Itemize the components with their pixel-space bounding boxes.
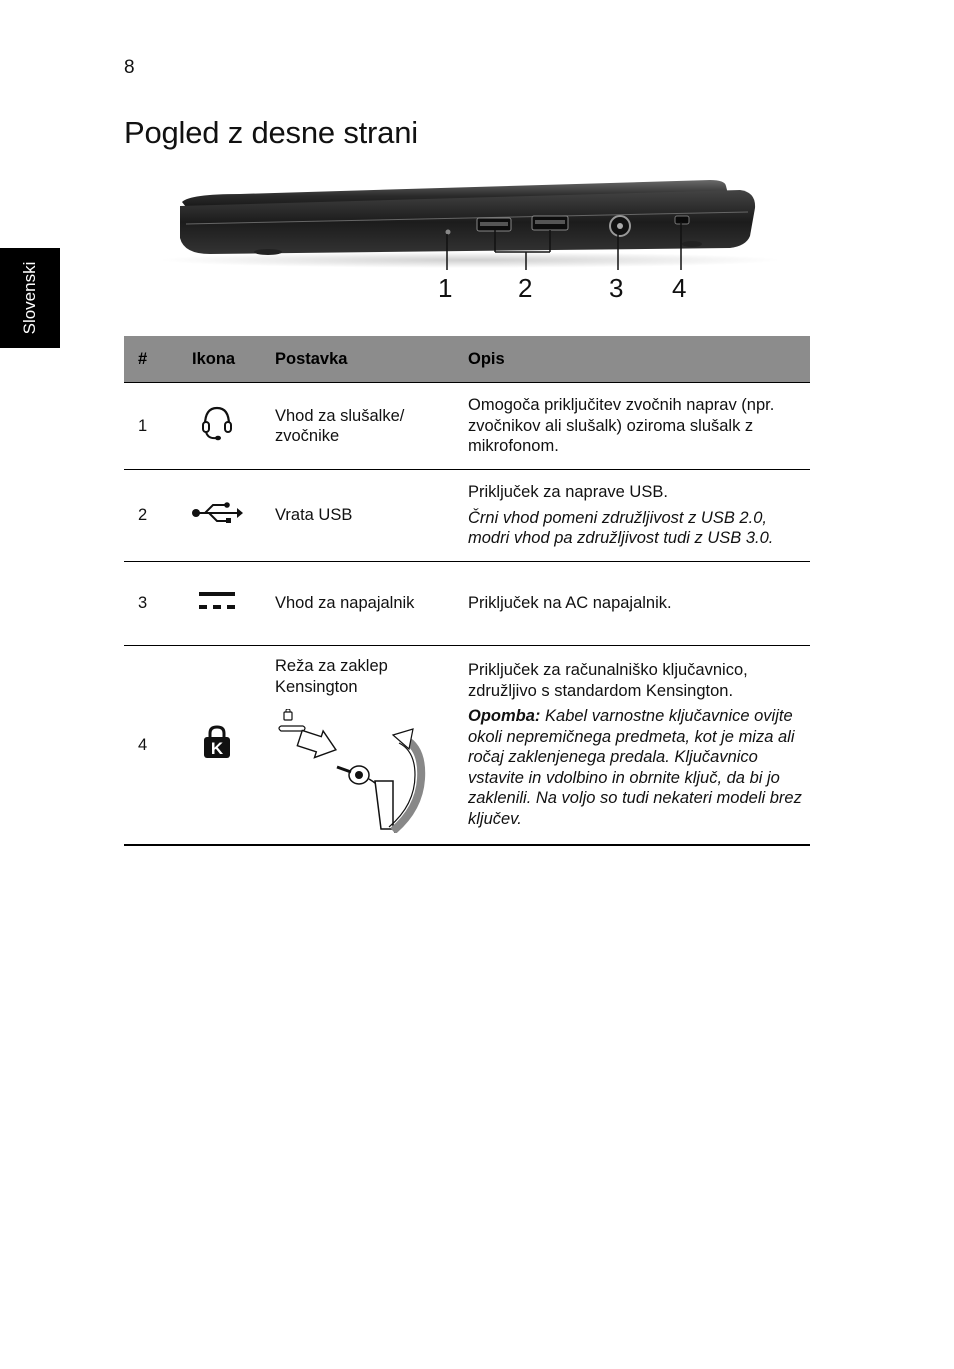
row-number: 2 <box>124 470 178 562</box>
header-number: # <box>124 336 178 383</box>
row-item: Vrata USB <box>261 470 454 562</box>
callout-2: 2 <box>518 273 533 303</box>
note-label: Opomba: <box>468 707 541 726</box>
lock-installation-illustration <box>275 709 435 833</box>
header-description: Opis <box>454 336 810 383</box>
usb-icon <box>191 500 243 526</box>
row-number: 3 <box>124 562 178 646</box>
row-description <box>454 383 810 470</box>
language-tab-label: Slovenski <box>20 261 39 335</box>
row-number: 1 <box>124 383 178 470</box>
dc-power-icon <box>198 589 236 613</box>
headset-icon <box>200 403 234 443</box>
header-icon: Ikona <box>178 336 261 383</box>
description-text: Omogoča priključitev zvočnih naprav (npr. zvočnikov ali slušalk) oziroma slušalk z mikrofonom. <box>468 396 775 456</box>
laptop-right-side-illustration <box>150 172 790 312</box>
kensington-lock-icon <box>202 724 232 760</box>
row-description <box>454 562 810 646</box>
row-item: Vhod za slušalke/ zvočnike <box>261 383 454 470</box>
icon-cell <box>178 383 261 470</box>
row-item: Vhod za napajalnik <box>261 562 454 646</box>
page-number: 8 <box>124 57 135 78</box>
callout-3: 3 <box>609 273 624 303</box>
description-note: Črni vhod pomeni združljivost z USB 2.0, modri vhod pa združljivost tudi z USB 3.0. <box>468 508 774 548</box>
header-item: Postavka <box>261 336 454 383</box>
row-description <box>454 646 810 845</box>
language-tab <box>0 248 60 348</box>
icon-cell <box>178 646 261 845</box>
callout-1: 1 <box>438 273 453 303</box>
row-description <box>454 470 810 562</box>
table-row <box>124 646 810 845</box>
callout-4: 4 <box>672 273 687 303</box>
table-header-row <box>124 336 810 383</box>
svg-text:K: K <box>210 739 223 758</box>
icon-cell <box>178 470 261 562</box>
table-row <box>124 470 810 562</box>
row-number: 4 <box>124 646 178 845</box>
table-row <box>124 562 810 646</box>
description-note <box>468 706 804 829</box>
ports-table <box>124 336 810 846</box>
row-item-cell <box>261 646 454 845</box>
icon-cell <box>178 562 261 646</box>
description-text: Priključek za naprave USB. <box>468 483 668 502</box>
description-text: Priključek na AC napajalnik. <box>468 594 672 613</box>
description-text: Priključek za računalniško ključavnico, združljivo s standardom Kensington. <box>468 661 748 700</box>
table-row <box>124 383 810 470</box>
note-text: Kabel varnostne ključavnice ovijte okoli nepremičnega predmeta, kot je miza ali ročaj zaklenjenega predala. Ključavnico vstavite in vdolbino in obrnite ključ, da bi jo zaklenili. Na voljo so tudi nekateri modeli brez ključev. <box>468 707 802 828</box>
page-title: Pogled z desne strani <box>124 115 418 150</box>
row-item: Reža za zaklep Kensington <box>275 657 388 696</box>
